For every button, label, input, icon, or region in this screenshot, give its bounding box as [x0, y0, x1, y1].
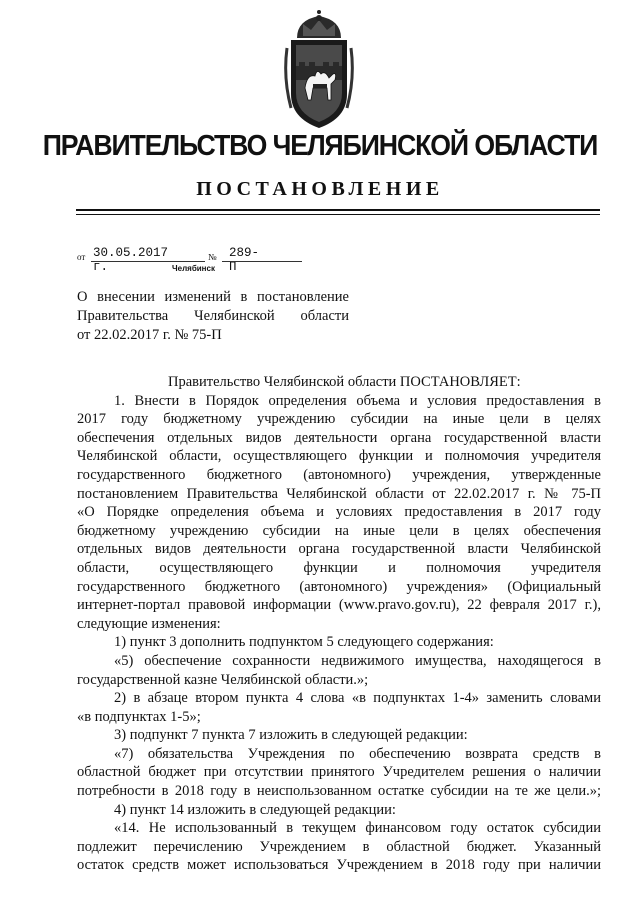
document-number: 289-П [229, 246, 260, 274]
resolution-preamble: Правительство Челябинской области ПОСТАНОВЛЯЕТ: [168, 374, 521, 390]
body-line: «в подпунктах 1-5»; [77, 708, 201, 725]
body-line: «О Порядке определения объема и условиях предоставления в 2017 году [77, 504, 601, 521]
body-line: области, осуществляющего функции и полномочия учредителя [77, 559, 601, 576]
body-line: областной бюджет при отсутствии принятого Учредителем решения о наличии [77, 764, 601, 781]
body-line: остаток средств может использоваться Учреждением в 2018 году при наличии [77, 857, 601, 874]
body-line: 2017 году бюджетному учреждению субсидии на иные цели в целях [77, 411, 601, 428]
body-line: следующие изменения: [77, 615, 221, 632]
number-underline [222, 261, 302, 262]
body-line: государственного бюджетного (автономного) учреждения, утвержденные [77, 466, 601, 483]
subject-line: Правительства Челябинской области [77, 308, 349, 324]
subject-line: от 22.02.2017 г. № 75-П [77, 327, 222, 343]
body-line: отдельных видов деятельности органа государственной власти Челябинской [77, 541, 601, 558]
body-line: государственной казне Челябинской области.»; [77, 671, 369, 688]
body-line: 4) пункт 14 изложить в следующей редакции: [114, 801, 396, 818]
document-body [77, 373, 601, 875]
body-line: интернет-портал правовой информации (www.pravo.gov.ru), 22 февраля 2017 г.), [77, 597, 601, 614]
body-line: Челябинской области, осуществляющего функции и полномочия учредителя [77, 448, 601, 465]
body-line: 1) пункт 3 дополнить подпунктом 5 следующего содержания: [114, 634, 494, 651]
subject-line: О внесении изменений в постановление [77, 289, 349, 305]
body-line: бюджетному учреждению субсидии на иные цели в целях обеспечения [77, 522, 601, 539]
body-line: «5) обеспечение сохранности недвижимого имущества, находящегося в [114, 652, 601, 669]
document-subject [77, 288, 349, 345]
body-line: «14. Не использованный в текущем финансовом году остаток субсидии [114, 820, 601, 837]
body-line: «7) обязательства Учреждения по обеспечению возврата средств в [114, 745, 601, 762]
document-type: ПОСТАНОВЛЕНИЕ [196, 178, 444, 200]
header-rule-thick [76, 209, 600, 211]
coat-of-arms-icon [283, 8, 355, 132]
body-line: 1. Внести в Порядок определения объема и условия предоставления в [114, 392, 601, 409]
document-date: 30.05.2017 г. [93, 246, 169, 274]
header-rule-thin [76, 214, 600, 215]
government-title: ПРАВИТЕЛЬСТВО ЧЕЛЯБИНСКОЙ ОБЛАСТИ [42, 130, 598, 162]
body-line: постановлением Правительства Челябинской области от 22.02.2017 г. № 75-П [77, 485, 601, 502]
body-line: государственного бюджетного (автономного) учреждения» (Официальный [77, 578, 601, 595]
city-label: Челябинск [172, 264, 215, 273]
number-prefix: № [208, 252, 217, 262]
body-line: подлежит перечислению Учреждением в областной бюджет. Указанный [77, 838, 601, 855]
body-line: потребности в 2018 году в неиспользованном остатке субсидии на те же цели.»; [77, 783, 601, 800]
date-underline [91, 261, 205, 262]
date-prefix: от [77, 252, 86, 262]
body-line: 3) подпункт 7 пункта 7 изложить в следующей редакции: [114, 727, 468, 744]
body-line: 2) в абзаце втором пункта 4 слова «в подпунктах 1-4» заменить словами [114, 690, 601, 707]
body-line: обеспечения отдельных видов деятельности органа государственной власти [77, 429, 601, 446]
